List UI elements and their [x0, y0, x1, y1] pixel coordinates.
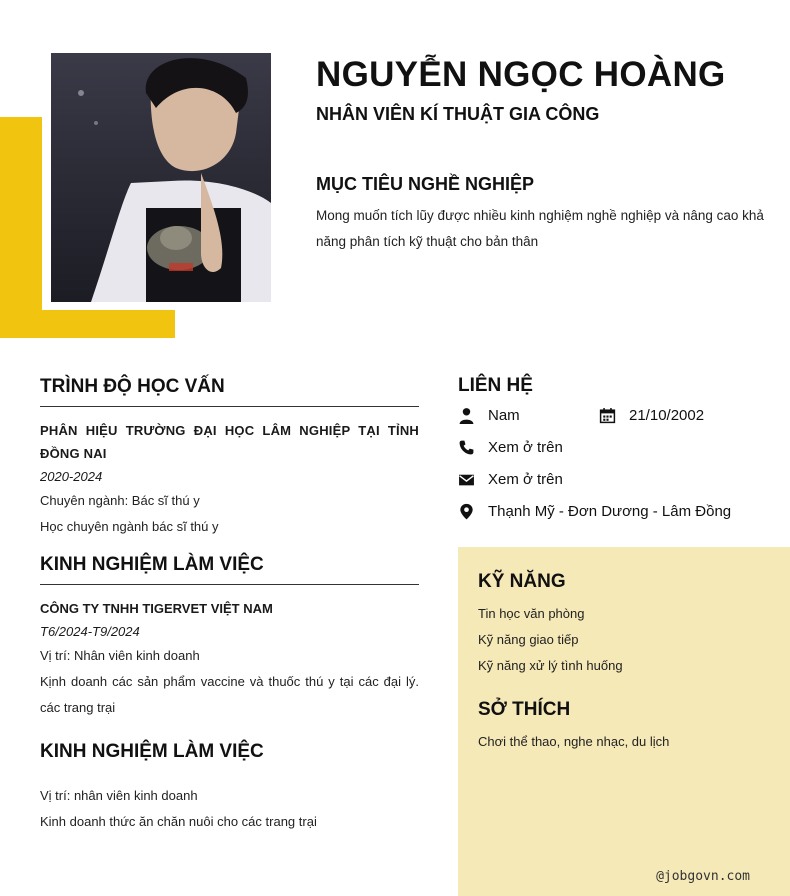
skill-item: Tin học văn phòng	[478, 606, 585, 621]
contact-heading: LIÊN HỆ	[458, 375, 533, 396]
experience-description: Kinh doanh thức ăn chăn nuôi cho các trang trại	[40, 814, 317, 829]
watermark: @jobgovn.com	[656, 869, 750, 884]
accent-bar-horizontal	[0, 310, 175, 338]
envelope-icon	[458, 471, 475, 488]
hobbies-text: Chơi thể thao, nghe nhạc, du lịch	[478, 734, 670, 749]
skills-heading: KỸ NĂNG	[478, 571, 566, 592]
objective-heading: MỤC TIÊU NGHỀ NGHIỆP	[316, 174, 535, 194]
experience-position: Vị trí: Nhân viên kinh doanh	[40, 648, 200, 663]
education-section	[40, 376, 419, 540]
school-name: PHÂN HIỆU TRƯỜNG ĐẠI HỌC LÂM NGHIỆP TẠI TỈNH ĐỒNG NAI	[40, 423, 419, 461]
gender-value: Nam	[488, 407, 520, 424]
profile-photo	[51, 53, 271, 302]
experience-section-2	[40, 741, 419, 835]
contact-address	[458, 503, 731, 520]
phone-icon	[458, 439, 475, 456]
section-divider	[40, 406, 419, 407]
calendar-icon	[599, 407, 616, 424]
candidate-name: NGUYỄN NGỌC HOÀNG	[316, 55, 726, 94]
birthday-value: 21/10/2002	[629, 407, 705, 424]
phone-value: Xem ở trên	[488, 439, 563, 456]
left-column	[40, 376, 419, 835]
skill-item: Kỹ năng xử lý tình huống	[478, 658, 623, 673]
section-divider	[40, 584, 419, 585]
education-detail: Học chuyên ngành bác sĩ thú y	[40, 519, 219, 534]
contact-email	[458, 471, 563, 488]
education-period: 2020-2024	[40, 469, 103, 484]
education-heading: TRÌNH ĐỘ HỌC VẤN	[40, 376, 225, 397]
experience-description: Kịnh doanh các sản phẩm vaccine và thuốc thú y tại các đại lý. các trang trại	[40, 674, 419, 715]
address-value: Thạnh Mỹ - Đơn Dương - Lâm Đồng	[488, 503, 732, 520]
map-pin-icon	[458, 503, 475, 520]
email-value: Xem ở trên	[488, 471, 563, 488]
objective-text: Mong muốn tích lũy được nhiều kinh nghiệm nghề nghiệp và nâng cao khả năng phân tích kỹ thuật cho bản thân	[316, 208, 764, 249]
education-major: Chuyên ngành: Bác sĩ thú y	[40, 493, 200, 508]
accent-bar-vertical	[0, 117, 42, 337]
contact-birthday	[599, 407, 704, 424]
contact-gender	[458, 407, 520, 424]
experience-heading: KINH NGHIỆM LÀM VIỆC	[40, 741, 264, 762]
skills-panel	[458, 547, 790, 896]
hobbies-heading: SỞ THÍCH	[478, 699, 571, 720]
contact-phone	[458, 439, 563, 456]
company-name: CÔNG TY TNHH TIGERVET VIỆT NAM	[40, 601, 273, 616]
experience-period: T6/2024-T9/2024	[40, 624, 140, 639]
experience-heading: KINH NGHIỆM LÀM VIỆC	[40, 554, 264, 575]
person-icon	[458, 407, 475, 424]
experience-position: Vị trí: nhân viên kinh doanh	[40, 788, 198, 803]
job-title: NHÂN VIÊN KÍ THUẬT GIA CÔNG	[316, 104, 600, 124]
skill-item: Kỹ năng giao tiếp	[478, 632, 579, 647]
experience-section-1	[40, 554, 419, 721]
